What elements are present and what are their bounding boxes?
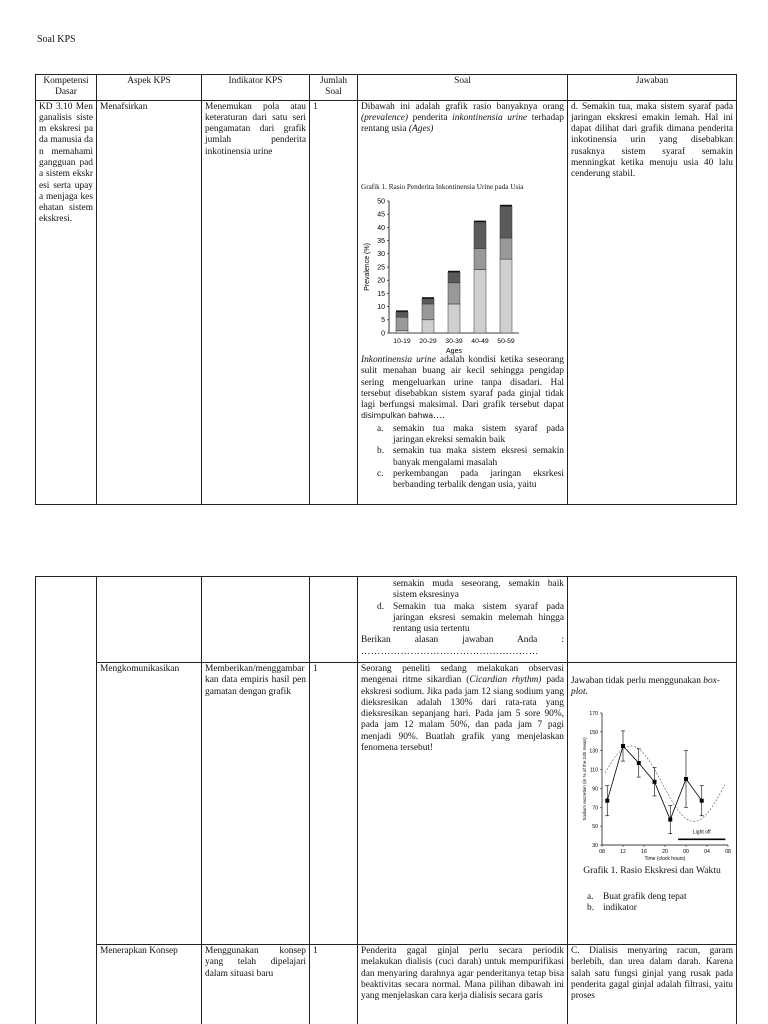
header-indikator: Indikator KPS <box>202 75 310 101</box>
indikator-cell <box>202 577 310 663</box>
bar-segment <box>500 206 512 238</box>
x-tick-label: 10-19 <box>393 338 411 346</box>
bar-segment <box>422 320 434 333</box>
bar-segment <box>500 238 512 259</box>
data-point <box>621 744 625 748</box>
x-tick-label: 00 <box>683 848 689 855</box>
y-tick-label: 130 <box>589 748 598 755</box>
bar-cap <box>474 221 486 223</box>
answer-option: c. perkembangan pada jaringan eksrkesi berbanding terbalik dengan usia, yaitu <box>377 468 564 491</box>
y-tick-label: 15 <box>377 290 385 298</box>
bar-segment <box>448 304 460 333</box>
answer-option: b. semakin tua maka sistem eksresi semakin banyak mengalami masalah <box>377 446 564 468</box>
x-tick-label: 50-59 <box>497 338 515 346</box>
soal-cell: Penderita gagal ginjal perlu secara periodik melakukan dialisis (cuci darah) untuk mempurifikasi dan menyaring darahnya agar penderitanya tetap bisa beaktivitas secara normal. Mana pilihan dibawah ini yang menjelaskan cara kerja dialisis secara garis <box>358 945 568 1024</box>
bar-segment <box>474 270 486 333</box>
jumlah-cell: 1 <box>310 663 358 945</box>
header-aspek: Aspek KPS <box>97 75 202 101</box>
jumlah-cell: 1 <box>310 945 358 1024</box>
table-row <box>36 100 737 504</box>
y-tick-label: 150 <box>589 729 598 736</box>
grading-point: a. Buat grafik deng tepat <box>587 892 687 903</box>
data-point <box>605 798 609 802</box>
data-point <box>668 817 672 821</box>
indikator-cell: Menggunakan konsep yang telah dipelajari dalam situasi baru <box>202 945 310 1024</box>
y-tick-label: 50 <box>592 823 598 830</box>
bar-segment <box>448 272 460 283</box>
y-axis-label: Sodium excretion (in % of the 24h mean) <box>582 736 587 821</box>
y-tick-label: 40 <box>377 224 385 232</box>
answer-note: Jawaban tidak perlu menggunakan box-plot. <box>571 676 720 698</box>
chart-caption: Grafik 1. Rasio Penderita Inkontinensia Urine pada Usia <box>361 183 524 192</box>
prevalence-bar-chart <box>361 197 531 355</box>
y-tick-label: 90 <box>592 785 598 792</box>
data-point <box>700 798 704 802</box>
kps-table-page-1 <box>35 74 737 505</box>
data-point <box>684 777 688 781</box>
figure-caption: Grafik 1. Rasio Ekskresi dan Waktu <box>583 864 721 876</box>
x-tick-label: 40-49 <box>471 338 489 346</box>
answer-options <box>361 579 564 635</box>
x-tick-label: 20 <box>662 848 668 855</box>
aspek-cell: Mengkomunikasikan <box>97 663 202 945</box>
jawaban-cell: d. Semakin tua, maka sistem syaraf pada jaringan ekskresi emakin lemah. Hal ini dapat dilihat dari grafik dimana penderita inkotinensia urin yang disebabkan rusaknya sistem syaraf semakin menningkat ketika menuju usia 40 lalu cenderung stabil. <box>568 100 737 504</box>
header-jawaban: Jawaban <box>568 75 737 101</box>
y-tick-label: 5 <box>381 317 385 325</box>
y-tick-label: 110 <box>589 767 598 774</box>
reason-dots: ……………………………………………… <box>361 646 539 657</box>
y-tick-label: 170 <box>589 710 598 717</box>
y-tick-label: 70 <box>592 804 598 811</box>
x-tick-label: 08 <box>725 848 731 855</box>
indikator-cell: Memberikan/menggambarkan data empiris hasil pengamatan dengan grafik <box>202 663 310 945</box>
data-point <box>637 761 641 765</box>
option-c-continued: semakin muda seseorang, semakin baik sistem eksresinya <box>393 579 564 601</box>
bar-segment <box>422 299 434 304</box>
jumlah-cell: 1 <box>310 100 358 504</box>
grading-points <box>571 892 733 915</box>
table-row <box>36 577 737 663</box>
bar-segment <box>474 222 486 248</box>
table-header-row <box>36 75 737 101</box>
aspek-cell: Menerapkan Konsep <box>97 945 202 1024</box>
jawaban-cell <box>568 663 737 945</box>
document-title: Soal KPS <box>37 34 76 45</box>
y-axis-label: Prevalence (%) <box>364 243 371 291</box>
bar-segment <box>396 317 408 330</box>
x-axis-label: Time (clock hours) <box>644 855 686 862</box>
kps-table-page-2 <box>35 576 737 1024</box>
soal-cell <box>358 577 568 663</box>
kompetensi-dasar-cell: KD 3.10 Menganalisis sistem ekskresi pada manusia dan memahami gangguan pada sistem ekskresi serta upaya menjaga kesehatan sistem ekskresi. <box>36 100 97 504</box>
answer-options <box>361 424 564 492</box>
y-tick-label: 30 <box>377 251 385 259</box>
x-tick-label: 04 <box>704 848 710 855</box>
option-d: d. Semakin tua maka sistem syaraf pada jaringan eksresi semakin melemah hingga rentang usia tertentu <box>377 601 564 635</box>
reason-prompt: Berikan alasan jawaban Anda : <box>361 635 564 646</box>
soal-cell: Seorang peneliti sedang melakukan observasi mengenai ritme sikardian (Cicardian rhythm) pada ekskresi sodium. Jika pada jam 12 siang sodium yang dieksresikan adalah 130% dari rata-rata yang dieksresikan sepanjang hari. Pada jam 5 sore 90%, pada jam 12 malam 50%, dan pada jam 7 pagi menjadi 90%. Buatlah grafik yang menjelaskan fenomena tersebut! <box>358 663 568 945</box>
sodium-excretion-line-chart <box>576 709 736 865</box>
table-row <box>36 663 737 945</box>
y-tick-label: 50 <box>377 198 385 206</box>
x-tick-label: 30-39 <box>445 338 463 346</box>
x-tick-label: 08 <box>599 848 605 855</box>
x-axis-label: Ages <box>446 348 462 356</box>
aspek-cell <box>97 577 202 663</box>
soal-cell <box>358 100 568 504</box>
question-intro: Dibawah ini adalah grafik rasio banyaknya orang (prevalence) penderita inkontinensia urine terhadap rentang usia (Ages) <box>361 101 564 135</box>
bar-segment <box>474 249 486 270</box>
bar-cap <box>422 297 434 299</box>
bar-cap <box>500 205 512 207</box>
bar-segment <box>396 330 408 333</box>
y-tick-label: 25 <box>377 264 385 272</box>
annotation-label: Light off <box>692 829 711 836</box>
table-row <box>36 945 737 1024</box>
header-soal: Soal <box>358 75 568 101</box>
answer-option: a. semakin tua maka sistem syaraf pada jaringan ekreksi semakin baik <box>377 423 564 446</box>
y-tick-label: 35 <box>377 238 385 246</box>
kompetensi-dasar-cell <box>36 577 97 1024</box>
header-kompetensi: Kompetensi Dasar <box>36 75 97 101</box>
header-jumlah: Jumlah Soal <box>310 75 358 101</box>
indikator-cell: Menemukan pola atau keteraturan dari satu seri pengamatan dari grafik jumlah penderita inkotinensia urine <box>202 100 310 504</box>
grading-point: b. indikator <box>587 903 637 914</box>
data-point <box>653 779 657 783</box>
jawaban-cell: C. Dialisis menyaring racun, garam berlebih, dan urea dalam darah. Karena salah satu fungsi ginjal yang rusak pada penderita gagal ginjal adalah filtrasi, yaitu proses <box>568 945 737 1024</box>
jawaban-cell <box>568 577 737 663</box>
y-tick-label: 0 <box>381 330 385 338</box>
aspek-cell: Menafsirkan <box>97 100 202 504</box>
y-tick-label: 20 <box>377 277 385 285</box>
jumlah-cell <box>310 577 358 663</box>
y-tick-label: 10 <box>377 304 385 312</box>
bar-cap <box>396 310 408 312</box>
bar-cap <box>448 271 460 273</box>
bar-segment <box>396 312 408 317</box>
bar-segment <box>422 304 434 320</box>
y-tick-label: 30 <box>592 842 598 849</box>
x-tick-label: 20-29 <box>419 338 437 346</box>
x-tick-label: 16 <box>641 848 647 855</box>
bar-segment <box>500 259 512 333</box>
question-description: Inkontinensia urine adalah kondisi ketika seseorang sulit menahan buang air kecil sehingga pengidap sering mengeluarkan urine tanpa disadari. Hal tersebut disebabkan sistem syaraf pada ginjal tidak lagi berfungsi maksimal. Dari grafik tersebut dapat disimpulkan bahwa…. <box>361 355 564 422</box>
y-tick-label: 45 <box>377 211 385 219</box>
bar-segment <box>448 283 460 304</box>
x-tick-label: 12 <box>620 848 626 855</box>
